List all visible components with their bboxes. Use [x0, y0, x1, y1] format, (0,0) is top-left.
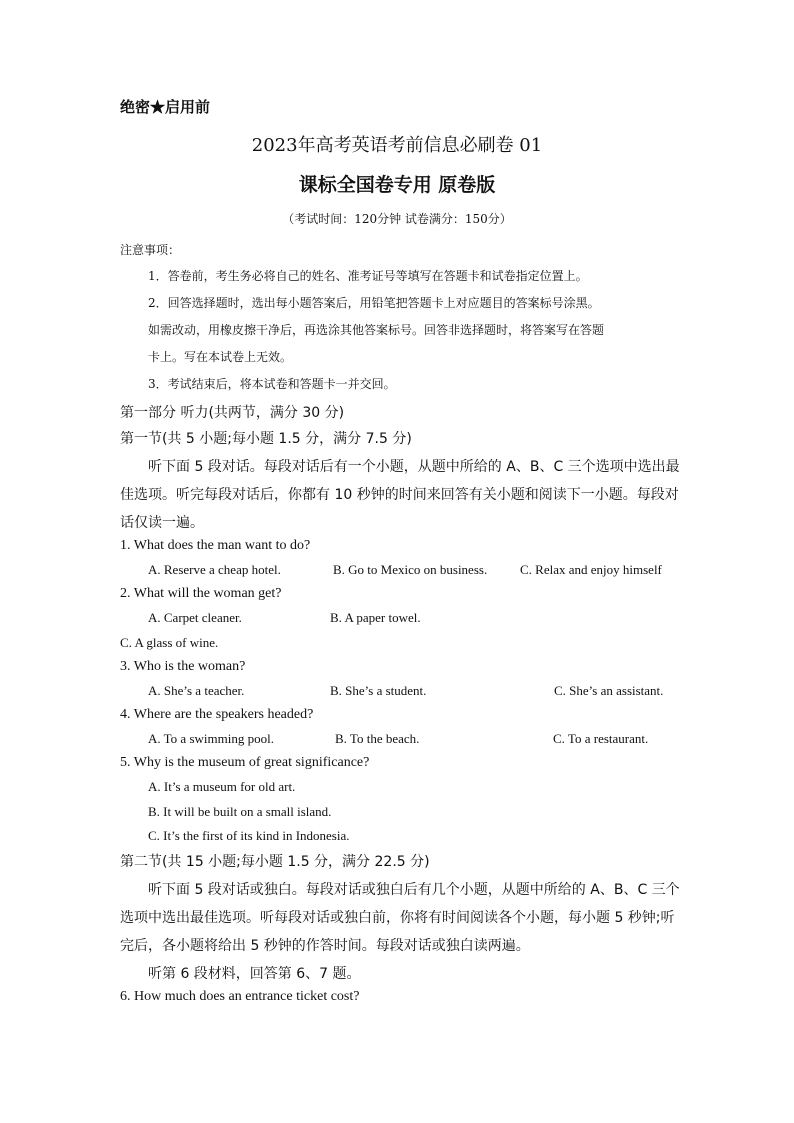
q4-option-a: A. To a swimming pool.: [148, 731, 274, 746]
q4-option-b: B. To the beach.: [335, 731, 420, 746]
q5-option-c: C. It’s the first of its kind in Indonesia.: [148, 828, 350, 843]
question-5: 5. Why is the museum of great significance?: [120, 755, 370, 770]
confidential-label: 绝密★启用前: [120, 98, 211, 116]
q1-option-b: B. Go to Mexico on business.: [333, 562, 488, 577]
question-4: 4. Where are the speakers headed?: [120, 707, 314, 722]
section1-instructions-cont: 佳选项。听完每段对话后，你都有 10 秒钟的时间来回答有关小题和阅读下一小题。每段对: [120, 487, 679, 503]
q1-option-a: A. Reserve a cheap hotel.: [148, 562, 281, 577]
section1-instructions-cont2: 话仅读一遍。: [120, 515, 204, 531]
note-item-1: 1．答卷前，考生务必将自己的姓名、准考证号等填写在答题卡和试卷指定位置上。: [148, 269, 588, 283]
question-1: 1. What does the man want to do?: [120, 538, 311, 553]
note-item-2-cont: 如需改动，用橡皮擦干净后，再选涂其他答案标号。回答非选择题时，将答案写在答题: [148, 323, 605, 337]
q4-option-c: C. To a restaurant.: [553, 731, 649, 746]
q1-option-c: C. Relax and enjoy himself: [520, 562, 662, 577]
note-item-2-cont2: 卡上。写在本试卷上无效。: [148, 350, 293, 364]
section2-heading: 第二节(共 15 小题;每小题 1.5 分，满分 22.5 分): [120, 854, 430, 870]
section2-instructions-cont2: 完后，各小题将给出 5 秒钟的作答时间。每段对话或独白读两遍。: [120, 938, 530, 954]
question-6: 6. How much does an entrance ticket cost?: [120, 989, 360, 1004]
part1-heading: 第一部分 听力(共两节，满分 30 分): [120, 405, 345, 421]
q2-option-c: C. A glass of wine.: [120, 635, 219, 650]
section2-instructions: 听下面 5 段对话或独白。每段对话或独白后有几个小题，从题中所给的 A、B、C 三个: [148, 882, 680, 898]
section1-heading: 第一节(共 5 小题;每小题 1.5 分，满分 7.5 分): [120, 431, 412, 447]
exam-title: 2023年高考英语考前信息必刷卷 01: [251, 135, 543, 156]
note-item-3: 3．考试结束后，将本试卷和答题卡一并交回。: [148, 377, 396, 391]
section1-instructions: 听下面 5 段对话。每段对话后有一个小题，从题中所给的 A、B、C 三个选项中选出最: [148, 459, 680, 475]
q3-option-a: A. She’s a teacher.: [148, 683, 245, 698]
notes-heading: 注意事项：: [120, 243, 181, 257]
q3-option-c: C. She’s an assistant.: [554, 683, 664, 698]
exam-time-score: （考试时间：120分钟 试卷满分：150分）: [282, 212, 512, 226]
q5-option-b: B. It will be built on a small island.: [148, 804, 332, 819]
q2-option-a: A. Carpet cleaner.: [148, 610, 242, 625]
question-3: 3. Who is the woman?: [120, 659, 246, 674]
q5-option-a: A. It’s a museum for old art.: [148, 779, 296, 794]
section2-instructions-cont: 选项中选出最佳选项。听每段对话或独白前，你将有时间阅读各个小题，每小题 5 秒钟;听: [120, 910, 675, 926]
q3-option-b: B. She’s a student.: [330, 683, 427, 698]
note-item-2: 2．回答选择题时，选出每小题答案后，用铅笔把答题卡上对应题目的答案标号涂黑。: [148, 296, 600, 310]
question-2: 2. What will the woman get?: [120, 586, 282, 601]
material-note: 听第 6 段材料，回答第 6、7 题。: [148, 966, 361, 982]
q2-option-b: B. A paper towel.: [330, 610, 421, 625]
exam-subtitle: 课标全国卷专用 原卷版: [298, 174, 496, 196]
